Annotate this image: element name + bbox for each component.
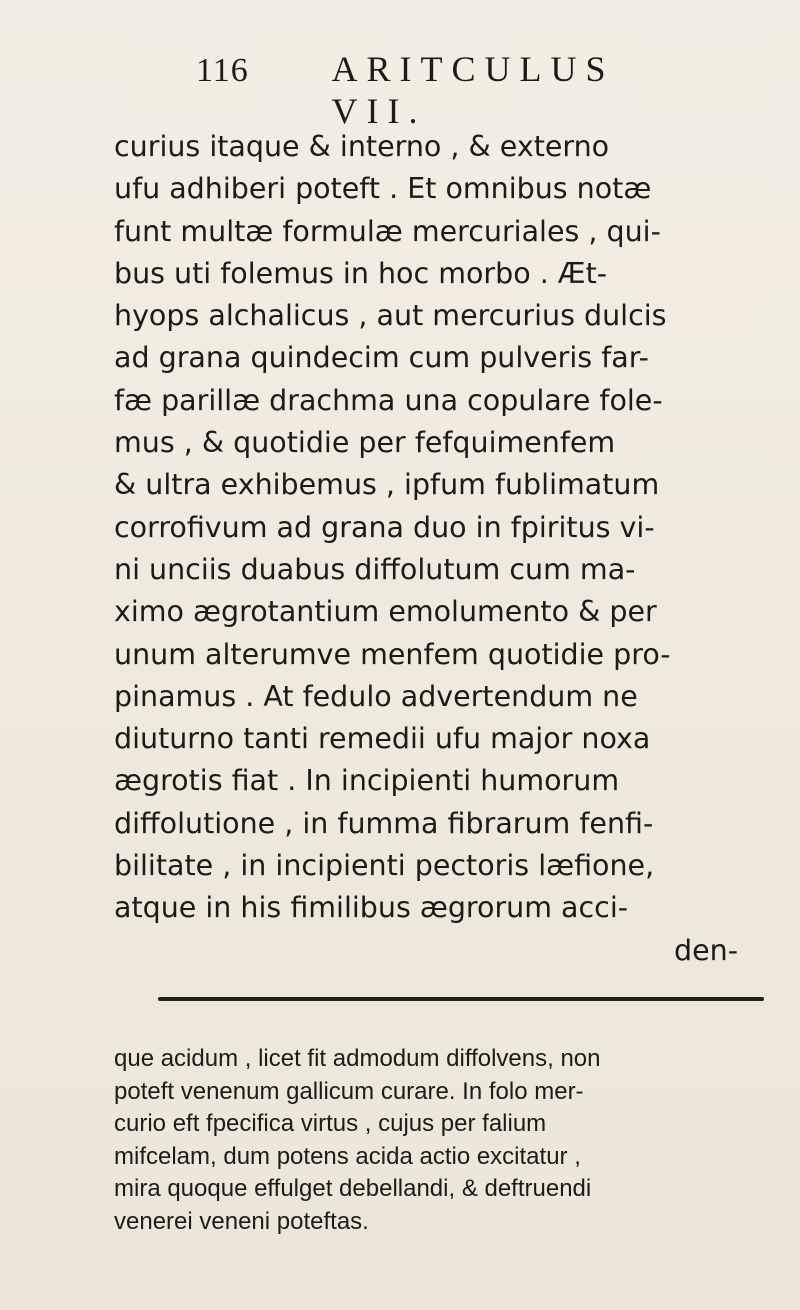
footnote-line: que acidum , licet fit admodum diffolvens, non: [114, 1045, 601, 1072]
text-line: atque in his fimilibus ægrorum acci-: [114, 891, 629, 925]
footnote-line: mifcelam, dum potens acida actio excitatur ,: [114, 1142, 581, 1170]
text-line: & ultra exhibemus , ipfum fublimatum: [114, 468, 660, 502]
text-line: unum alterumve menfem quotidie pro-: [114, 637, 671, 671]
text-line: ægrotis fiat . In incipienti humorum: [114, 764, 620, 798]
text-line: corrofivum ad grana duo in fpiritus vi-: [114, 510, 655, 544]
text-line: bilitate , in incipienti pectoris læfione,: [114, 849, 655, 883]
footnote-line: curio eft fpecifica virtus , cujus per falium: [114, 1110, 547, 1137]
main-text-block: [114, 126, 754, 972]
catchword: den-: [674, 933, 738, 967]
text-line: curius itaque & interno , & externo: [114, 130, 610, 163]
page-number: 116: [196, 52, 249, 89]
text-line: ufu adhiberi poteft . Et omnibus notæ: [114, 172, 652, 206]
text-line: diffolutione , in fumma fibrarum fenfi-: [114, 806, 654, 840]
text-line: pinamus . At fedulo advertendum ne: [114, 679, 638, 713]
page-header: [196, 48, 716, 131]
running-head: ARITCULUS VII.: [331, 49, 615, 131]
text-line: ni unciis duabus diffolutum cum ma-: [114, 552, 636, 586]
footnote-rule: [158, 997, 764, 1001]
text-line: ximo ægrotantium emolumento & per: [114, 595, 657, 629]
text-line: fæ parillæ drachma una copulare fole-: [114, 383, 663, 417]
footnote-line: venerei veneni poteftas.: [114, 1207, 369, 1235]
text-line: funt multæ formulæ mercuriales , qui-: [114, 214, 661, 248]
footnote-line: mira quoque effulget debellandi, & deftruendi: [114, 1175, 592, 1202]
text-line: diuturno tanti remedii ufu major noxa: [114, 722, 651, 756]
text-line: bus uti folemus in hoc morbo . Æt-: [114, 256, 608, 290]
text-line: ad grana quindecim cum pulveris far-: [114, 341, 649, 375]
text-line: mus , & quotidie per fefquimenfem: [114, 426, 616, 460]
footnote-block: [114, 1043, 764, 1238]
footnote-line: poteft venenum gallicum curare. In folo mer-: [114, 1077, 584, 1105]
text-line: hyops alchalicus , aut mercurius dulcis: [114, 299, 667, 333]
